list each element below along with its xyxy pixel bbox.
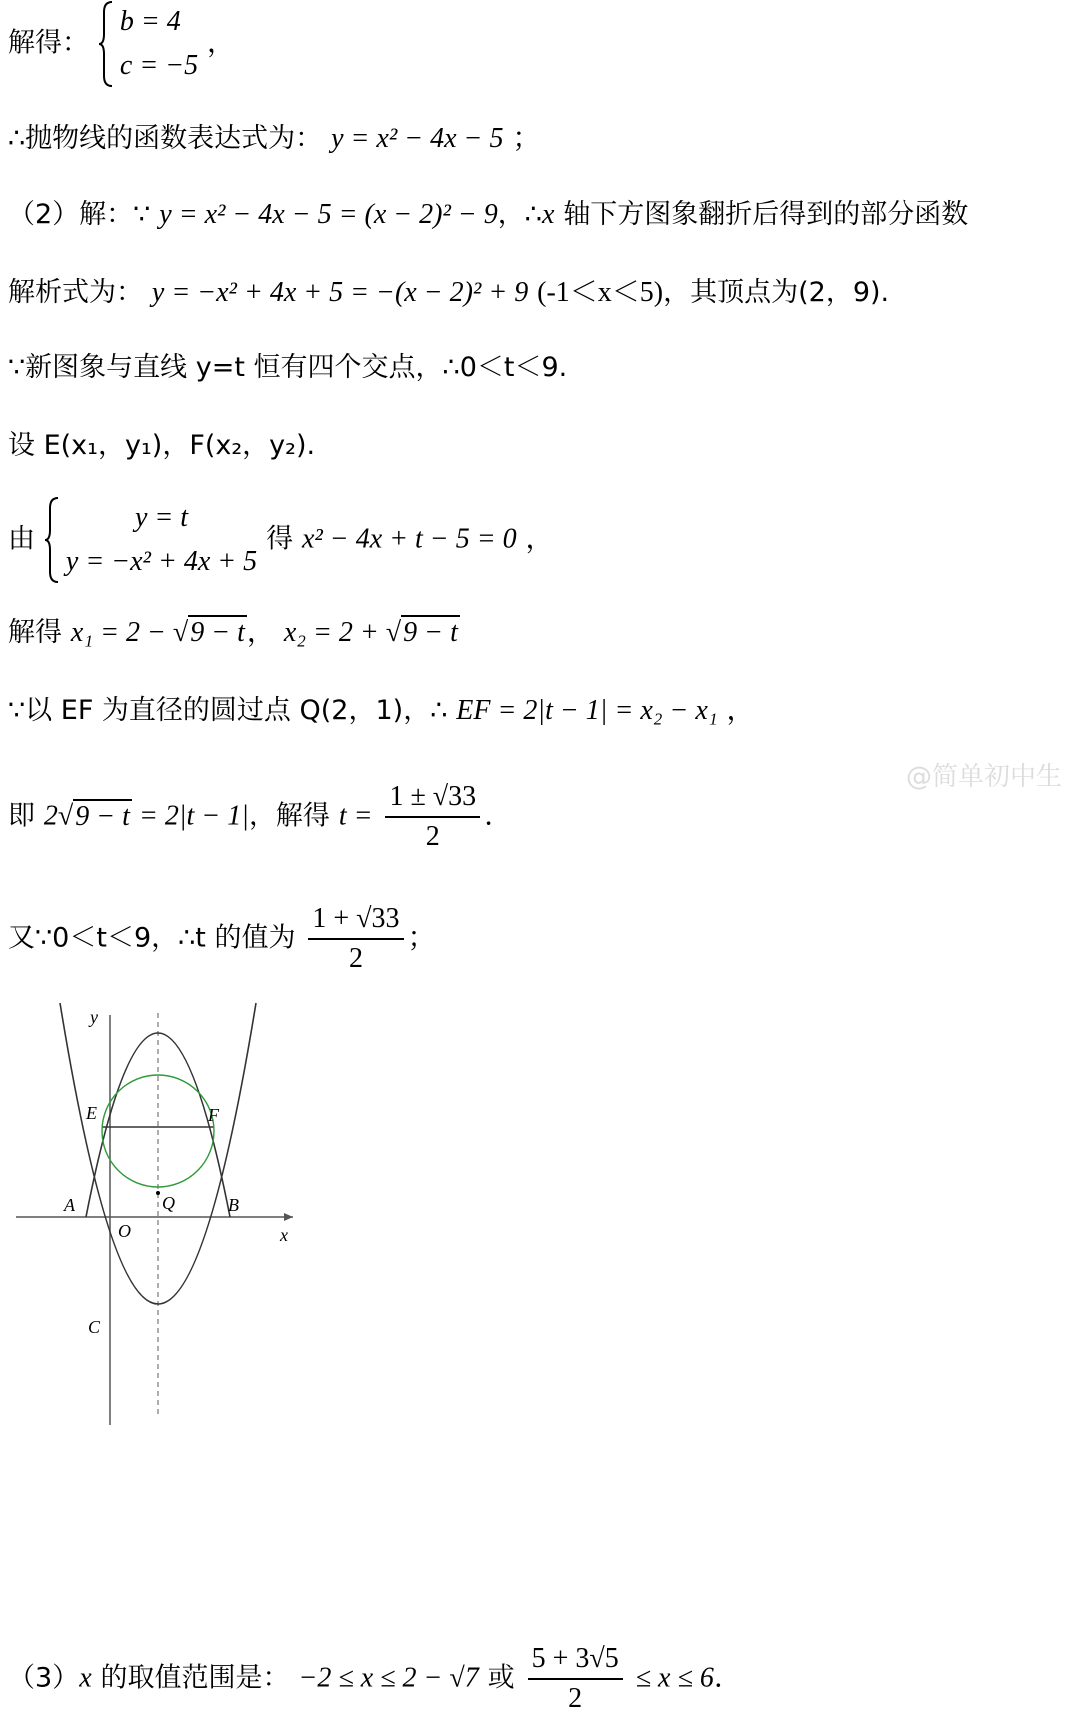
lhs-expression: 2√ bbox=[43, 800, 74, 832]
fraction bbox=[308, 900, 403, 978]
label-f: F bbox=[208, 1105, 219, 1125]
label-x: x bbox=[280, 1225, 288, 1245]
solve-text: ，解得 bbox=[248, 800, 330, 832]
line-solve-t bbox=[8, 778, 493, 856]
line-prefix: ∵以 EF 为直径的圆过点 Q(2，1)，∴ bbox=[8, 695, 448, 726]
x-variable: x bbox=[79, 1662, 92, 1694]
line-prefix: （2）解：∵ bbox=[8, 199, 151, 230]
line-four-intersections: ∵新图象与直线 y=t 恒有四个交点，∴0＜t＜9. bbox=[8, 352, 568, 383]
radicand: 9 − t bbox=[75, 800, 130, 832]
parabola-figure bbox=[8, 1007, 308, 1445]
root-x2: x₂ = 2 + √ bbox=[283, 617, 402, 648]
vertex-text: ，其顶点为(2，9). bbox=[663, 277, 890, 308]
line-prefix: 即 bbox=[8, 800, 35, 832]
equation-parabola: y = −x² + 4x + 5 bbox=[65, 546, 258, 577]
left-brace-icon bbox=[44, 496, 60, 584]
quadratic-equation: x² − 4x + t − 5 = 0 bbox=[301, 523, 517, 555]
fraction-numerator: 1 + √33 bbox=[308, 900, 403, 940]
fraction-numerator: 5 + 3√5 bbox=[528, 1640, 623, 1680]
line-prefix: ∴抛物线的函数表达式为： bbox=[8, 123, 323, 154]
line-prefix: 由 bbox=[8, 523, 35, 555]
label-c: C bbox=[88, 1317, 101, 1337]
equation-b: b = 4 bbox=[119, 6, 181, 37]
label-a: A bbox=[64, 1195, 75, 1215]
x-axis-arrow-icon bbox=[284, 1213, 293, 1221]
line-prefix: 解得： bbox=[8, 27, 89, 59]
left-brace-icon bbox=[98, 0, 114, 88]
line-part3-range bbox=[8, 1640, 723, 1718]
folded-formula: y = −x² + 4x + 5 = −(x − 2)² + 9 bbox=[151, 277, 529, 308]
line-prefix: 解得 bbox=[8, 617, 62, 648]
fraction bbox=[385, 778, 480, 856]
equation-system bbox=[98, 0, 198, 88]
punctuation: ； bbox=[407, 920, 436, 954]
label-b: B bbox=[228, 1195, 239, 1215]
line-folded-expression bbox=[8, 274, 889, 311]
x-variable: x bbox=[541, 199, 555, 230]
label-o: O bbox=[118, 1221, 131, 1241]
domain-range: (-1＜x＜5) bbox=[537, 277, 664, 308]
fraction-denominator: 2 bbox=[568, 1683, 583, 1714]
watermark: @简单初中生 bbox=[905, 762, 1062, 792]
ef-length: EF = 2|t − 1| = x₂ − x₁ bbox=[456, 695, 718, 726]
line-system-substitute bbox=[8, 496, 554, 584]
fraction-denominator: 2 bbox=[348, 943, 363, 974]
line-part2-intro bbox=[8, 196, 968, 233]
radicand-2: 9 − t bbox=[403, 617, 458, 648]
or-text: 或 bbox=[487, 1662, 515, 1694]
line-prefix: 解析式为： bbox=[8, 277, 143, 308]
line-set-points: 设 E(x₁，y₁)，F(x₂，y₂). bbox=[8, 430, 316, 461]
punctuation: . bbox=[713, 1660, 723, 1694]
t-variable: t = bbox=[338, 800, 373, 832]
line-prefix: 又∵0＜t＜9，∴t 的值为 bbox=[8, 922, 296, 954]
equation-c: c = −5 bbox=[119, 50, 199, 81]
fraction-denominator: 2 bbox=[425, 821, 440, 852]
rhs-expression: = 2|t − 1| bbox=[131, 800, 249, 832]
separator: ， bbox=[246, 615, 275, 648]
range-2: ≤ x ≤ 6 bbox=[635, 1662, 714, 1694]
radicand-1: 9 − t bbox=[190, 617, 245, 648]
equation-system bbox=[44, 496, 257, 584]
vertex-form: y = x² − 4x − 5 = (x − 2)² − 9 bbox=[159, 199, 498, 230]
label-y: y bbox=[90, 1007, 98, 1027]
therefore-text: ，∴ bbox=[497, 199, 542, 230]
range-1: −2 ≤ x ≤ 2 − √7 bbox=[298, 1662, 479, 1694]
line-text: 的取值范围是： bbox=[100, 1662, 290, 1694]
punctuation: ， bbox=[726, 693, 755, 726]
derive-text: 得 bbox=[266, 523, 294, 555]
label-q: Q bbox=[162, 1193, 175, 1213]
fraction bbox=[528, 1640, 623, 1718]
root-x1: x₁ = 2 − √ bbox=[70, 617, 189, 648]
punctuation: ， bbox=[207, 25, 236, 59]
punctuation: . bbox=[484, 798, 494, 832]
punctuation: ， bbox=[525, 521, 554, 555]
line-parabola-expression bbox=[8, 120, 540, 157]
line-roots bbox=[8, 614, 460, 651]
point-q-dot bbox=[156, 1191, 160, 1195]
line-t-value bbox=[8, 900, 436, 978]
punctuation: ； bbox=[512, 121, 541, 154]
equation-line: y = t bbox=[134, 502, 189, 533]
line-circle-condition bbox=[8, 692, 755, 729]
line-solve-bc bbox=[8, 0, 235, 88]
label-e: E bbox=[86, 1103, 97, 1123]
line-text: 轴下方图象翻折后得到的部分函数 bbox=[563, 199, 969, 230]
line-prefix: （3） bbox=[8, 1662, 80, 1694]
fraction-numerator: 1 ± √33 bbox=[385, 778, 480, 818]
parabola-formula: y = x² − 4x − 5 bbox=[331, 123, 504, 154]
